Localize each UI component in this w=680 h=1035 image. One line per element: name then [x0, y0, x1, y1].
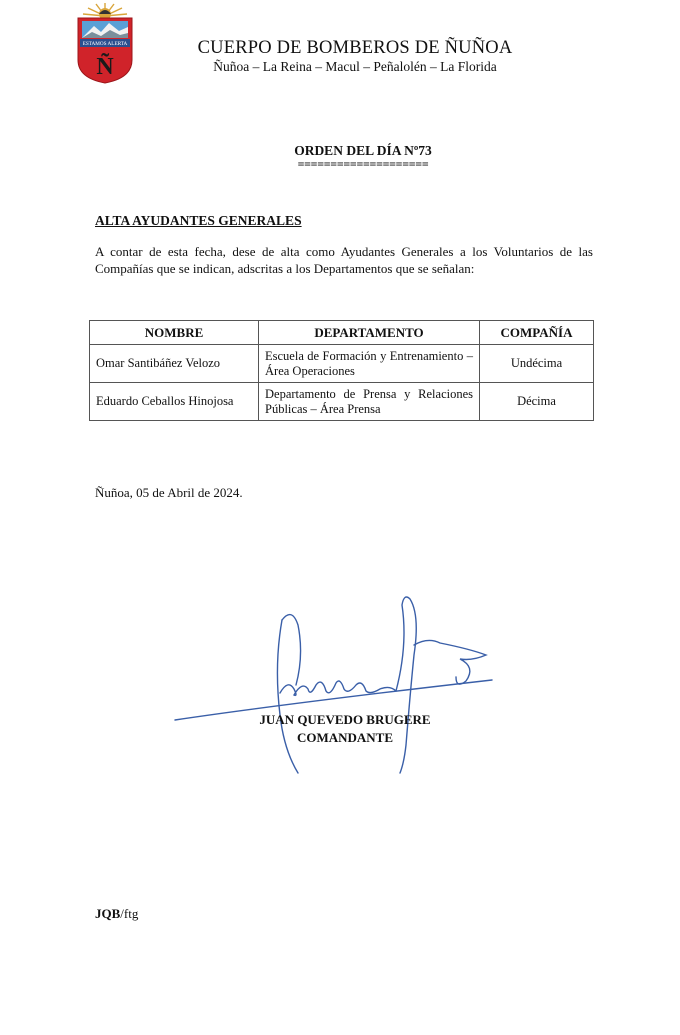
column-header-department: DEPARTAMENTO: [259, 321, 480, 345]
signer-name: JUAN QUEVEDO BRUGERE: [259, 712, 431, 727]
place-and-date: Ñuñoa, 05 de Abril de 2024.: [95, 485, 243, 500]
order-title-rule: ====================: [297, 157, 429, 171]
reference-initials-rest: /ftg: [120, 906, 139, 921]
cell-name: Eduardo Ceballos Hinojosa: [90, 383, 259, 421]
table-row: [90, 345, 594, 383]
reference-initials-bold: JQB: [95, 906, 121, 921]
assignments-table: [89, 320, 594, 421]
crest-letter: Ñ: [96, 54, 114, 80]
cell-name: Omar Santibáñez Velozo: [90, 345, 259, 383]
reference-initials: [95, 906, 138, 922]
handwritten-signature: [170, 585, 510, 785]
order-title: ORDEN DEL DÍA Nº73: [294, 143, 432, 158]
crest-motto: ESTAMOS ALERTA: [82, 41, 128, 48]
cell-company: Décima: [480, 383, 594, 421]
cell-department: Escuela de Formación y Entrenamiento – Área Operaciones: [259, 345, 480, 383]
cell-department: Departamento de Prensa y Relaciones Públicas – Área Prensa: [259, 383, 480, 421]
section-title: ALTA AYUDANTES GENERALES: [95, 213, 302, 228]
cell-company: Undécima: [480, 345, 594, 383]
table-row: [90, 383, 594, 421]
column-header-name: NOMBRE: [90, 321, 259, 345]
signer-role: COMANDANTE: [296, 730, 394, 745]
organization-communes: Ñuñoa – La Reina – Macul – Peñalolén – La Florida: [213, 59, 497, 74]
column-header-company: COMPAÑÍA: [480, 321, 594, 345]
organization-name: CUERPO DE BOMBEROS DE ÑUÑOA: [197, 38, 513, 58]
table-header-row: [90, 321, 594, 345]
section-body: A contar de esta fecha, dese de alta como Ayudantes Generales a los Voluntarios de las Compañías que se indican, adscritas a los Departamentos que se señalan:: [95, 244, 593, 276]
